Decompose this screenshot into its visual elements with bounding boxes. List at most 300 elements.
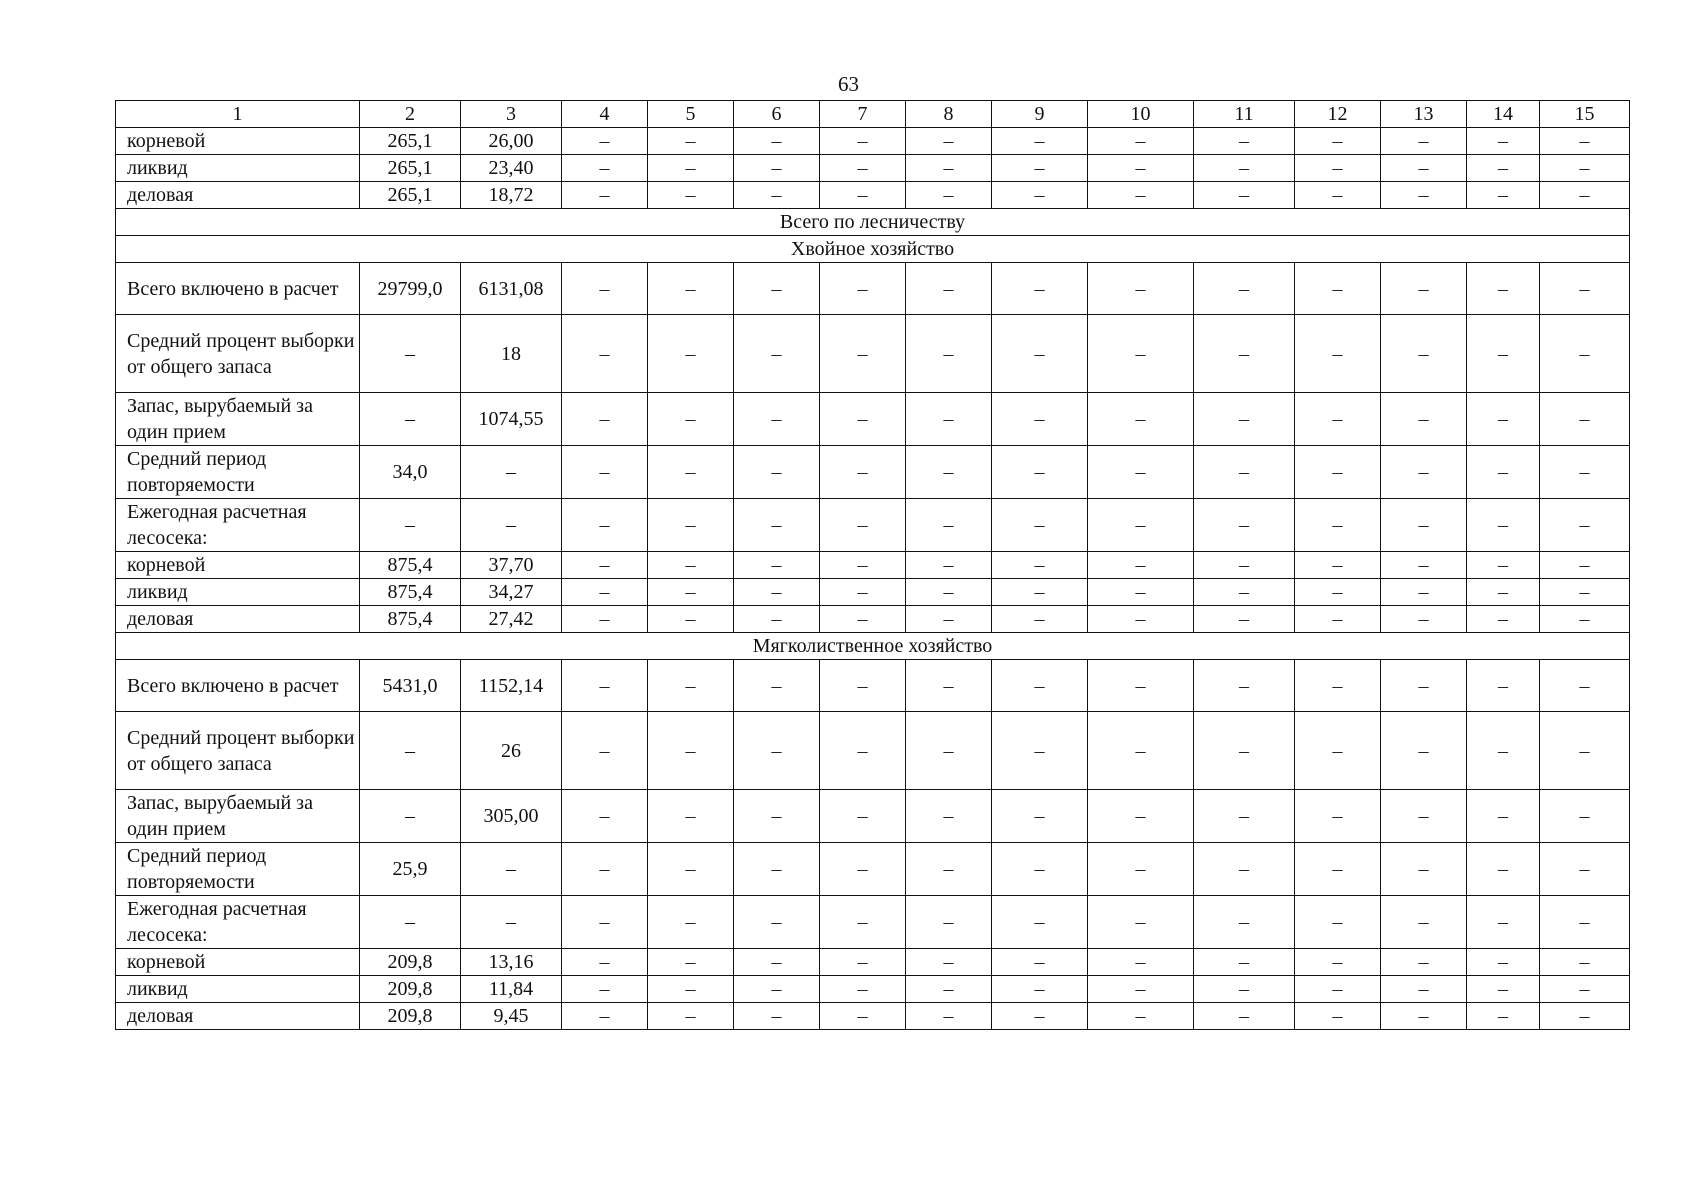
cell-col-10: – xyxy=(1088,660,1194,712)
column-number-8: 8 xyxy=(906,101,992,128)
cell-col-7: – xyxy=(820,263,906,315)
cell-col-6: – xyxy=(734,976,820,1003)
table-row xyxy=(116,579,1630,606)
cell-col-3: – xyxy=(461,896,562,949)
row-label: ликвид xyxy=(116,976,360,1003)
section-heading-row xyxy=(116,209,1630,236)
cell-col-9: – xyxy=(992,182,1088,209)
cell-col-8: – xyxy=(906,263,992,315)
cell-col-2: 875,4 xyxy=(360,579,461,606)
cell-col-2: 209,8 xyxy=(360,949,461,976)
cell-col-3: 1074,55 xyxy=(461,393,562,446)
cell-col-8: – xyxy=(906,660,992,712)
cell-col-7: – xyxy=(820,896,906,949)
cell-col-13: – xyxy=(1381,606,1467,633)
cell-col-4: – xyxy=(562,790,648,843)
cell-col-12: – xyxy=(1295,446,1381,499)
cell-col-3: 305,00 xyxy=(461,790,562,843)
cell-col-12: – xyxy=(1295,315,1381,393)
cell-col-13: – xyxy=(1381,976,1467,1003)
cell-col-7: – xyxy=(820,949,906,976)
cell-col-3: 23,40 xyxy=(461,155,562,182)
row-label: Средний процент выборки от общего запаса xyxy=(116,712,360,790)
table-row xyxy=(116,128,1630,155)
cell-col-6: – xyxy=(734,128,820,155)
cell-col-11: – xyxy=(1194,949,1295,976)
table-row xyxy=(116,660,1630,712)
cell-col-12: – xyxy=(1295,393,1381,446)
cell-col-8: – xyxy=(906,182,992,209)
cell-col-15: – xyxy=(1540,843,1630,896)
cell-col-4: – xyxy=(562,976,648,1003)
cell-col-4: – xyxy=(562,155,648,182)
page-number: 63 xyxy=(838,72,859,96)
cell-col-9: – xyxy=(992,976,1088,1003)
cell-col-9: – xyxy=(992,155,1088,182)
column-number-2: 2 xyxy=(360,101,461,128)
cell-col-11: – xyxy=(1194,606,1295,633)
cell-col-15: – xyxy=(1540,499,1630,552)
row-label: Средний период повторяемости xyxy=(116,446,360,499)
row-label: корневой xyxy=(116,949,360,976)
cell-col-11: – xyxy=(1194,790,1295,843)
cell-col-6: – xyxy=(734,712,820,790)
cell-col-7: – xyxy=(820,843,906,896)
cell-col-13: – xyxy=(1381,949,1467,976)
cell-col-2: 29799,0 xyxy=(360,263,461,315)
row-label: ликвид xyxy=(116,155,360,182)
cell-col-15: – xyxy=(1540,315,1630,393)
cell-col-2: 265,1 xyxy=(360,155,461,182)
cell-col-5: – xyxy=(648,315,734,393)
cell-col-12: – xyxy=(1295,949,1381,976)
column-number-4: 4 xyxy=(562,101,648,128)
cell-col-2: – xyxy=(360,315,461,393)
cell-col-12: – xyxy=(1295,128,1381,155)
cell-col-8: – xyxy=(906,896,992,949)
cell-col-6: – xyxy=(734,552,820,579)
cell-col-13: – xyxy=(1381,843,1467,896)
cell-col-12: – xyxy=(1295,263,1381,315)
cell-col-2: 875,4 xyxy=(360,606,461,633)
cell-col-9: – xyxy=(992,315,1088,393)
row-label: Всего включено в расчет xyxy=(116,660,360,712)
cell-col-15: – xyxy=(1540,660,1630,712)
cell-col-4: – xyxy=(562,606,648,633)
column-number-13: 13 xyxy=(1381,101,1467,128)
cell-col-5: – xyxy=(648,579,734,606)
total-heading: Всего по лесничеству xyxy=(116,209,1630,236)
cell-col-11: – xyxy=(1194,128,1295,155)
forest-table xyxy=(115,100,1630,1030)
cell-col-2: – xyxy=(360,712,461,790)
cell-col-4: – xyxy=(562,263,648,315)
cell-col-15: – xyxy=(1540,579,1630,606)
cell-col-7: – xyxy=(820,128,906,155)
cell-col-3: 34,27 xyxy=(461,579,562,606)
cell-col-14: – xyxy=(1467,606,1540,633)
cell-col-4: – xyxy=(562,843,648,896)
cell-col-12: – xyxy=(1295,552,1381,579)
cell-col-8: – xyxy=(906,843,992,896)
cell-col-15: – xyxy=(1540,182,1630,209)
cell-col-14: – xyxy=(1467,128,1540,155)
table-row xyxy=(116,606,1630,633)
cell-col-13: – xyxy=(1381,393,1467,446)
cell-col-14: – xyxy=(1467,896,1540,949)
cell-col-12: – xyxy=(1295,790,1381,843)
column-number-14: 14 xyxy=(1467,101,1540,128)
cell-col-6: – xyxy=(734,446,820,499)
cell-col-8: – xyxy=(906,712,992,790)
cell-col-5: – xyxy=(648,660,734,712)
cell-col-8: – xyxy=(906,579,992,606)
cell-col-3: – xyxy=(461,499,562,552)
cell-col-4: – xyxy=(562,446,648,499)
table-row xyxy=(116,712,1630,790)
cell-col-13: – xyxy=(1381,446,1467,499)
cell-col-13: – xyxy=(1381,182,1467,209)
cell-col-5: – xyxy=(648,843,734,896)
cell-col-4: – xyxy=(562,182,648,209)
cell-col-10: – xyxy=(1088,976,1194,1003)
cell-col-10: – xyxy=(1088,155,1194,182)
table-row xyxy=(116,843,1630,896)
cell-col-11: – xyxy=(1194,393,1295,446)
table-row xyxy=(116,1003,1630,1030)
cell-col-10: – xyxy=(1088,896,1194,949)
row-label: корневой xyxy=(116,128,360,155)
cell-col-14: – xyxy=(1467,976,1540,1003)
cell-col-11: – xyxy=(1194,155,1295,182)
table-row xyxy=(116,976,1630,1003)
cell-col-7: – xyxy=(820,446,906,499)
cell-col-13: – xyxy=(1381,660,1467,712)
table-row xyxy=(116,552,1630,579)
row-label: деловая xyxy=(116,182,360,209)
cell-col-9: – xyxy=(992,499,1088,552)
row-label: деловая xyxy=(116,1003,360,1030)
cell-col-9: – xyxy=(992,446,1088,499)
row-label: Средний период повторяемости xyxy=(116,843,360,896)
cell-col-10: – xyxy=(1088,552,1194,579)
cell-col-13: – xyxy=(1381,896,1467,949)
cell-col-10: – xyxy=(1088,393,1194,446)
cell-col-7: – xyxy=(820,182,906,209)
cell-col-11: – xyxy=(1194,552,1295,579)
cell-col-9: – xyxy=(992,552,1088,579)
cell-col-9: – xyxy=(992,660,1088,712)
cell-col-5: – xyxy=(648,128,734,155)
cell-col-8: – xyxy=(906,976,992,1003)
cell-col-8: – xyxy=(906,606,992,633)
cell-col-14: – xyxy=(1467,579,1540,606)
cell-col-5: – xyxy=(648,155,734,182)
cell-col-11: – xyxy=(1194,1003,1295,1030)
cell-col-13: – xyxy=(1381,712,1467,790)
cell-col-10: – xyxy=(1088,606,1194,633)
table-row xyxy=(116,790,1630,843)
column-number-7: 7 xyxy=(820,101,906,128)
column-number-5: 5 xyxy=(648,101,734,128)
cell-col-14: – xyxy=(1467,263,1540,315)
row-label: корневой xyxy=(116,552,360,579)
row-label: Запас, вырубаемый за один прием xyxy=(116,790,360,843)
cell-col-12: – xyxy=(1295,499,1381,552)
cell-col-5: – xyxy=(648,393,734,446)
cell-col-7: – xyxy=(820,1003,906,1030)
cell-col-4: – xyxy=(562,1003,648,1030)
cell-col-8: – xyxy=(906,499,992,552)
cell-col-11: – xyxy=(1194,976,1295,1003)
cell-col-12: – xyxy=(1295,182,1381,209)
cell-col-12: – xyxy=(1295,843,1381,896)
cell-col-13: – xyxy=(1381,315,1467,393)
cell-col-5: – xyxy=(648,712,734,790)
cell-col-14: – xyxy=(1467,1003,1540,1030)
cell-col-7: – xyxy=(820,976,906,1003)
cell-col-7: – xyxy=(820,155,906,182)
cell-col-15: – xyxy=(1540,896,1630,949)
cell-col-9: – xyxy=(992,128,1088,155)
cell-col-3: 26,00 xyxy=(461,128,562,155)
cell-col-14: – xyxy=(1467,949,1540,976)
cell-col-10: – xyxy=(1088,315,1194,393)
table-row xyxy=(116,896,1630,949)
table-row xyxy=(116,446,1630,499)
table-row xyxy=(116,315,1630,393)
column-number-15: 15 xyxy=(1540,101,1630,128)
cell-col-2: 875,4 xyxy=(360,552,461,579)
column-number-10: 10 xyxy=(1088,101,1194,128)
section-heading-row xyxy=(116,633,1630,660)
cell-col-15: – xyxy=(1540,393,1630,446)
cell-col-2: 265,1 xyxy=(360,182,461,209)
column-number-9: 9 xyxy=(992,101,1088,128)
cell-col-7: – xyxy=(820,315,906,393)
cell-col-9: – xyxy=(992,606,1088,633)
cell-col-12: – xyxy=(1295,896,1381,949)
cell-col-3: 13,16 xyxy=(461,949,562,976)
cell-col-7: – xyxy=(820,712,906,790)
cell-col-2: – xyxy=(360,499,461,552)
cell-col-13: – xyxy=(1381,263,1467,315)
row-label: Запас, вырубаемый за один прием xyxy=(116,393,360,446)
cell-col-11: – xyxy=(1194,660,1295,712)
cell-col-5: – xyxy=(648,1003,734,1030)
cell-col-12: – xyxy=(1295,976,1381,1003)
cell-col-6: – xyxy=(734,660,820,712)
table-row xyxy=(116,263,1630,315)
cell-col-8: – xyxy=(906,552,992,579)
cell-col-9: – xyxy=(992,393,1088,446)
cell-col-6: – xyxy=(734,499,820,552)
cell-col-4: – xyxy=(562,579,648,606)
cell-col-15: – xyxy=(1540,263,1630,315)
cell-col-11: – xyxy=(1194,896,1295,949)
section-heading: Мягколиственное хозяйство xyxy=(116,633,1630,660)
cell-col-10: – xyxy=(1088,182,1194,209)
cell-col-7: – xyxy=(820,579,906,606)
cell-col-5: – xyxy=(648,446,734,499)
cell-col-14: – xyxy=(1467,155,1540,182)
cell-col-2: – xyxy=(360,790,461,843)
cell-col-4: – xyxy=(562,128,648,155)
cell-col-8: – xyxy=(906,155,992,182)
cell-col-10: – xyxy=(1088,1003,1194,1030)
cell-col-12: – xyxy=(1295,579,1381,606)
cell-col-4: – xyxy=(562,552,648,579)
cell-col-12: – xyxy=(1295,1003,1381,1030)
cell-col-4: – xyxy=(562,660,648,712)
cell-col-2: 5431,0 xyxy=(360,660,461,712)
cell-col-10: – xyxy=(1088,499,1194,552)
cell-col-13: – xyxy=(1381,579,1467,606)
cell-col-7: – xyxy=(820,660,906,712)
cell-col-12: – xyxy=(1295,660,1381,712)
cell-col-7: – xyxy=(820,606,906,633)
cell-col-3: 18,72 xyxy=(461,182,562,209)
cell-col-2: 25,9 xyxy=(360,843,461,896)
cell-col-3: 9,45 xyxy=(461,1003,562,1030)
cell-col-9: – xyxy=(992,712,1088,790)
cell-col-15: – xyxy=(1540,155,1630,182)
cell-col-14: – xyxy=(1467,393,1540,446)
row-label: Средний процент выборки от общего запаса xyxy=(116,315,360,393)
cell-col-8: – xyxy=(906,393,992,446)
cell-col-13: – xyxy=(1381,128,1467,155)
header-row xyxy=(116,101,1630,128)
cell-col-9: – xyxy=(992,263,1088,315)
cell-col-2: – xyxy=(360,896,461,949)
column-number-1: 1 xyxy=(116,101,360,128)
cell-col-10: – xyxy=(1088,446,1194,499)
cell-col-2: 209,8 xyxy=(360,1003,461,1030)
cell-col-4: – xyxy=(562,712,648,790)
section-heading-row xyxy=(116,236,1630,263)
cell-col-5: – xyxy=(648,896,734,949)
cell-col-7: – xyxy=(820,790,906,843)
cell-col-6: – xyxy=(734,843,820,896)
cell-col-11: – xyxy=(1194,315,1295,393)
cell-col-7: – xyxy=(820,393,906,446)
column-number-12: 12 xyxy=(1295,101,1381,128)
column-number-3: 3 xyxy=(461,101,562,128)
cell-col-5: – xyxy=(648,552,734,579)
column-number-6: 6 xyxy=(734,101,820,128)
row-label: деловая xyxy=(116,606,360,633)
cell-col-8: – xyxy=(906,446,992,499)
cell-col-10: – xyxy=(1088,128,1194,155)
cell-col-3: 11,84 xyxy=(461,976,562,1003)
cell-col-14: – xyxy=(1467,552,1540,579)
cell-col-13: – xyxy=(1381,790,1467,843)
cell-col-2: 34,0 xyxy=(360,446,461,499)
cell-col-3: 26 xyxy=(461,712,562,790)
table-row xyxy=(116,499,1630,552)
cell-col-13: – xyxy=(1381,1003,1467,1030)
cell-col-9: – xyxy=(992,579,1088,606)
cell-col-3: 37,70 xyxy=(461,552,562,579)
cell-col-6: – xyxy=(734,579,820,606)
table-row xyxy=(116,393,1630,446)
cell-col-15: – xyxy=(1540,790,1630,843)
cell-col-5: – xyxy=(648,182,734,209)
cell-col-6: – xyxy=(734,790,820,843)
cell-col-3: 6131,08 xyxy=(461,263,562,315)
cell-col-8: – xyxy=(906,128,992,155)
cell-col-3: 27,42 xyxy=(461,606,562,633)
cell-col-9: – xyxy=(992,949,1088,976)
cell-col-5: – xyxy=(648,790,734,843)
row-label: ликвид xyxy=(116,579,360,606)
cell-col-3: 18 xyxy=(461,315,562,393)
section-heading: Хвойное хозяйство xyxy=(116,236,1630,263)
cell-col-14: – xyxy=(1467,660,1540,712)
cell-col-5: – xyxy=(648,606,734,633)
cell-col-11: – xyxy=(1194,263,1295,315)
cell-col-4: – xyxy=(562,896,648,949)
cell-col-2: 265,1 xyxy=(360,128,461,155)
cell-col-5: – xyxy=(648,499,734,552)
cell-col-15: – xyxy=(1540,606,1630,633)
cell-col-12: – xyxy=(1295,712,1381,790)
cell-col-12: – xyxy=(1295,155,1381,182)
cell-col-5: – xyxy=(648,976,734,1003)
cell-col-2: 209,8 xyxy=(360,976,461,1003)
row-label: Ежегодная расчетная лесосека: xyxy=(116,499,360,552)
cell-col-15: – xyxy=(1540,552,1630,579)
cell-col-8: – xyxy=(906,1003,992,1030)
cell-col-14: – xyxy=(1467,499,1540,552)
cell-col-10: – xyxy=(1088,263,1194,315)
cell-col-13: – xyxy=(1381,155,1467,182)
cell-col-6: – xyxy=(734,155,820,182)
cell-col-14: – xyxy=(1467,446,1540,499)
cell-col-14: – xyxy=(1467,843,1540,896)
cell-col-6: – xyxy=(734,182,820,209)
cell-col-4: – xyxy=(562,949,648,976)
cell-col-8: – xyxy=(906,315,992,393)
cell-col-3: – xyxy=(461,843,562,896)
cell-col-11: – xyxy=(1194,182,1295,209)
cell-col-7: – xyxy=(820,552,906,579)
cell-col-10: – xyxy=(1088,712,1194,790)
cell-col-11: – xyxy=(1194,499,1295,552)
cell-col-14: – xyxy=(1467,182,1540,209)
cell-col-13: – xyxy=(1381,552,1467,579)
cell-col-15: – xyxy=(1540,976,1630,1003)
cell-col-6: – xyxy=(734,1003,820,1030)
cell-col-15: – xyxy=(1540,712,1630,790)
cell-col-14: – xyxy=(1467,790,1540,843)
cell-col-6: – xyxy=(734,263,820,315)
cell-col-8: – xyxy=(906,949,992,976)
cell-col-10: – xyxy=(1088,949,1194,976)
cell-col-9: – xyxy=(992,790,1088,843)
cell-col-3: 1152,14 xyxy=(461,660,562,712)
table-row xyxy=(116,182,1630,209)
cell-col-15: – xyxy=(1540,949,1630,976)
cell-col-11: – xyxy=(1194,712,1295,790)
cell-col-14: – xyxy=(1467,315,1540,393)
cell-col-15: – xyxy=(1540,446,1630,499)
cell-col-15: – xyxy=(1540,1003,1630,1030)
cell-col-3: – xyxy=(461,446,562,499)
cell-col-11: – xyxy=(1194,446,1295,499)
cell-col-6: – xyxy=(734,315,820,393)
row-label: Ежегодная расчетная лесосека: xyxy=(116,896,360,949)
